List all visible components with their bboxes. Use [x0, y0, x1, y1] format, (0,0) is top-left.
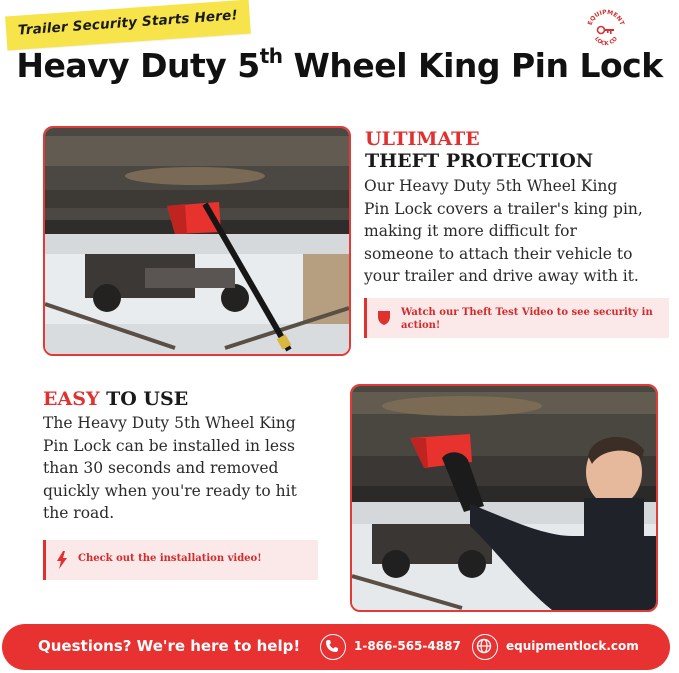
body-line: making it more difficult for — [364, 222, 577, 240]
body-line: Pin Lock covers a trailer's king pin, — [364, 199, 643, 218]
section2-body — [43, 412, 343, 525]
section2-title-red: EASY — [43, 388, 100, 410]
svg-text:LOCK CO: LOCK CO — [593, 36, 619, 48]
section2-title-dark: TO USE — [99, 388, 189, 410]
body-line: quickly when you're ready to hit — [43, 481, 297, 500]
cta-text: Check out the installation video! — [78, 553, 262, 564]
body-line: The Heavy Duty 5th Wheel King — [43, 414, 296, 432]
tagline-text: Trailer Security Starts Here! — [17, 7, 239, 39]
section1-title-dark: THEFT PROTECTION — [365, 150, 594, 172]
installation-video-link[interactable] — [43, 540, 318, 580]
phone-icon — [320, 634, 346, 660]
section1-title-red: ULTIMATE — [365, 128, 480, 150]
footer-question: Questions? We're here to help! — [38, 637, 301, 655]
body-line: the road. — [43, 504, 115, 522]
shield-icon — [377, 310, 391, 326]
footer-phone[interactable]: 1-866-565-4887 — [354, 639, 461, 653]
cta-line: Watch our Theft Test Video to see security in — [401, 307, 653, 318]
body-line: than 30 seconds and removed — [43, 459, 279, 477]
cta-line: action! — [401, 320, 441, 331]
body-line: Our Heavy Duty 5th Wheel King — [364, 177, 618, 195]
body-line: your trailer and drive away with it. — [364, 267, 639, 285]
body-line: Pin Lock can be installed in less — [43, 436, 295, 455]
product-photo-lock-installed — [43, 126, 351, 356]
section1-body — [364, 175, 664, 288]
section2-title — [43, 388, 188, 410]
tagline-banner — [5, 0, 251, 50]
page-title: Heavy Duty 5th Wheel King Pin Lock — [16, 44, 663, 85]
footer-website[interactable]: equipmentlock.com — [506, 639, 639, 653]
lightning-icon — [56, 551, 68, 569]
product-photo-installation — [350, 384, 658, 612]
svg-text:EQUIPMENT: EQUIPMENT — [586, 8, 626, 27]
contact-footer — [2, 624, 670, 670]
globe-icon — [472, 634, 498, 660]
theft-test-video-link[interactable] — [364, 298, 669, 338]
body-line: someone to attach their vehicle to — [364, 244, 633, 263]
